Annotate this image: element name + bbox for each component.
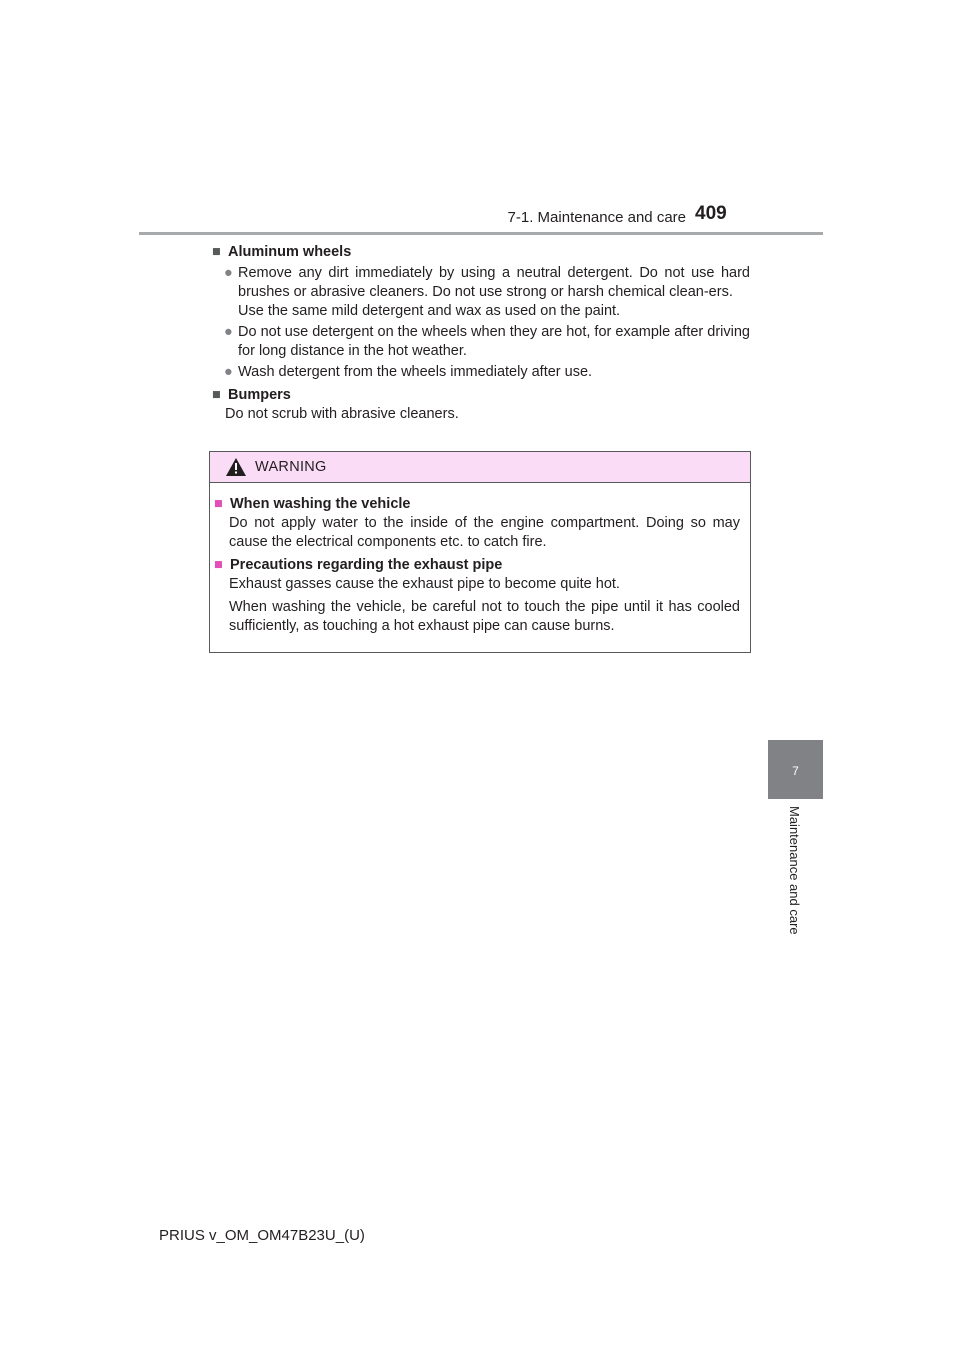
chapter-number: 7 [792,764,799,778]
heading-square-icon: ■ [214,557,223,573]
warning-box [209,451,751,653]
bumpers-text: Do not scrub with abrasive cleaners. [225,406,459,422]
bullet-icon: ● [224,324,233,340]
page-number: 409 [695,203,727,224]
heading-square-icon: ■ [212,244,221,260]
chapter-title-vertical: Maintenance and care [787,806,802,935]
warning-header [210,452,750,483]
list-item: ● Wash detergent from the wheels immediately after use. [224,364,593,380]
warning-triangle-icon [226,458,246,476]
warning-title: WARNING [255,459,327,475]
document-code: PRIUS v_OM_OM47B23U_(U) [159,1227,365,1244]
warning-paragraph: When washing the vehicle, be careful not to touch the pipe until it has cooled sufficiently, as touching a hot exhaust pipe can cause burns. [229,599,740,634]
header-section-title: 7-1. Maintenance and care [507,209,686,226]
list-item: ● Do not use detergent on the wheels when they are hot, for example after driving for long distance in the hot weather. [224,324,750,359]
header-divider [139,232,823,235]
bumpers-heading: ■ Bumpers [212,387,291,403]
warning-paragraph: Exhaust gasses cause the exhaust pipe to become quite hot. [229,576,620,592]
heading-square-icon: ■ [214,496,223,512]
bullet-icon: ● [224,364,233,380]
aluminum-wheels-heading: ■ Aluminum wheels [212,244,352,260]
main-content [213,243,750,424]
warning-heading-washing: ■ When washing the vehicle [214,496,411,512]
heading-square-icon: ■ [212,387,221,403]
warning-heading-exhaust: ■ Precautions regarding the exhaust pipe [214,557,503,573]
bullet-icon: ● [224,265,233,281]
chapter-tab [768,740,823,799]
warning-body [210,483,750,636]
list-item: ● Remove any dirt immediately by using a neutral detergent. Do not use hard brushes or abrasive cleaners. Do not use strong or harsh chemical clean-ers. Use the same mild detergent and wax as used on the paint. [224,265,750,319]
warning-paragraph: Do not apply water to the inside of the engine compartment. Doing so may cause the electrical components etc. to catch fire. [229,515,740,550]
